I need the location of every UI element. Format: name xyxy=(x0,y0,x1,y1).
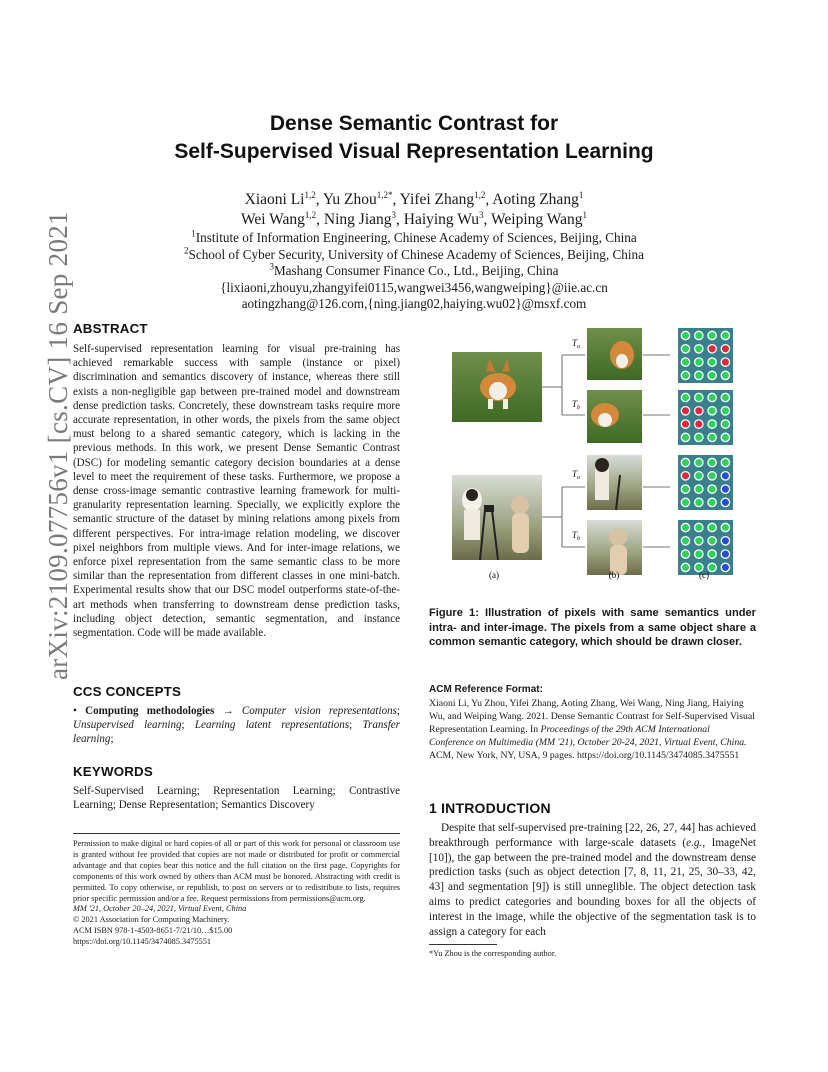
image-a-dog-cat xyxy=(452,475,542,560)
author-line-1: Xiaoni Li$^{1,2}$, Yu Zhou$^{1,2*}$, Yifei Zhang$^{1,2}$, Aoting Zhang$^1$ xyxy=(244,189,584,208)
pixel-dot xyxy=(708,345,716,353)
pixel-dot xyxy=(695,358,703,366)
pixel-dot xyxy=(721,523,729,531)
label-a: (a) xyxy=(489,570,499,580)
label-c: (c) xyxy=(699,570,709,580)
pixel-dot xyxy=(695,345,703,353)
abstract-section xyxy=(73,320,400,640)
pixel-dot xyxy=(708,563,716,571)
pixel-dot xyxy=(721,563,729,571)
transform-label-4: $T_b$ xyxy=(572,530,581,542)
pixel-dot xyxy=(721,358,729,366)
footnote-text: *Yu Zhou is the corresponding author. xyxy=(429,949,557,958)
transform-label-3: $T_a$ xyxy=(572,469,581,481)
pixel-dot xyxy=(708,393,716,401)
acm-reference-text: Xiaoni Li, Yu Zhou, Yifei Zhang, Aoting Zhang, Wei Wang, Ning Jiang, Haiying Wu, and Weiping Wang. 2021. Dense Semantic Contrast for Self-Supervised Visual Representation Learning. In Proceedings of the 29th ACM International Conference on Multimedia (MM '21), October 20-24, 2021, Virtual Event, China. ACM, New York, NY, USA, 9 pages. https://doi.org/10.1145/3474085.3475551 xyxy=(429,698,755,761)
figure-connectors xyxy=(542,355,670,547)
pixel-dot xyxy=(681,331,689,339)
title-line-2: Self-Supervised Visual Representation Learning xyxy=(174,140,654,163)
pixel-dot xyxy=(721,371,729,379)
pixel-dot xyxy=(721,420,729,428)
pixel-dot xyxy=(708,458,716,466)
pixel-dot xyxy=(721,345,729,353)
pixel-dot xyxy=(681,407,689,415)
pixel-dot xyxy=(721,537,729,545)
pixel-dot xyxy=(695,407,703,415)
affiliation-1: $^1$Institute of Information Engineering, Chinese Academy of Sciences, Beijing, China xyxy=(191,228,637,245)
pixel-dot xyxy=(695,433,703,441)
pixel-dot xyxy=(708,472,716,480)
pixel-dot xyxy=(695,550,703,558)
arxiv-identifier: arXiv:2109.07756v1 [cs.CV] 16 Sep 2021 xyxy=(43,211,73,680)
figure-1-illustration xyxy=(450,325,750,585)
pixel-dot xyxy=(708,358,716,366)
footnote-rule xyxy=(429,944,497,945)
pixel-dot xyxy=(681,358,689,366)
doi-line: https://doi.org/10.1145/3474085.3475551 xyxy=(73,937,212,947)
pixel-dot xyxy=(695,393,703,401)
pixel-dot xyxy=(708,407,716,415)
introduction-text: Despite that self-supervised pre-training [22, 26, 27, 44] has achieved breakthrough performance with large-scale datasets (e.g., ImageNet [10]), the gap between the pre-trained model and the downstream dense prediction tasks (such as object detection [7, 8, 11, 21, 25, 30–33, 42, 43] and segmentation [9]) is still unneglible. The object detection task aims to predict categories and bounding boxes for all the objects of interest in the image, while the objective of the segmentation task is to assign a category for each xyxy=(429,822,757,938)
pixel-dot xyxy=(681,523,689,531)
paper-title xyxy=(0,110,828,166)
copyright-line: © 2021 Association for Computing Machinery. xyxy=(73,915,230,925)
pixel-dot xyxy=(681,345,689,353)
author-block xyxy=(0,190,828,313)
keywords-text: Self-Supervised Learning; Representation Learning; Contrastive Learning; Dense Representation; Semantics Discovery xyxy=(73,785,400,812)
title-line-1: Dense Semantic Contrast for xyxy=(269,112,559,135)
pixel-dot xyxy=(695,420,703,428)
pixel-dot xyxy=(721,331,729,339)
image-b-view-2 xyxy=(587,390,642,443)
pixel-dot xyxy=(708,523,716,531)
image-a-corgi xyxy=(452,352,542,422)
pixel-dot xyxy=(721,485,729,493)
venue-line: MM '21, October 20–24, 2021, Virtual Event, China xyxy=(73,904,247,914)
pixel-dot xyxy=(708,331,716,339)
pixel-dot xyxy=(721,472,729,480)
isbn-line: ACM ISBN 978-1-4503-8651-7/21/10…$15.00 xyxy=(73,926,233,936)
pixel-dot xyxy=(721,458,729,466)
affiliation-2: $^2$School of Cyber Security, University of Chinese Academy of Sciences, Beijing, China xyxy=(184,245,644,262)
pixel-dot xyxy=(681,458,689,466)
pixel-dot xyxy=(708,550,716,558)
pixel-dot xyxy=(695,331,703,339)
ccs-section xyxy=(73,683,400,747)
pixel-dot xyxy=(708,420,716,428)
figure-1 xyxy=(450,325,750,585)
introduction-section xyxy=(429,799,756,939)
pixel-dot xyxy=(708,485,716,493)
figure-caption: Figure 1: Illustration of pixels with same semantics under intra- and inter-image. The pixels from a same object share a common semantic category, which should be drawn closer. xyxy=(429,607,756,649)
pixel-dot xyxy=(721,550,729,558)
pixel-dot xyxy=(681,433,689,441)
pixel-dot xyxy=(708,537,716,545)
ccs-heading: CCS CONCEPTS xyxy=(73,684,182,699)
author-line-2: Wei Wang$^{1,2}$, Ning Jiang$^3$, Haiying Wu$^3$, Weiping Wang$^1$ xyxy=(240,209,588,228)
pixel-dot xyxy=(695,485,703,493)
image-b-view-4 xyxy=(587,520,642,575)
ccs-text: • Computing methodologies → Computer vision representations; Unsupervised learning; Learning latent representations; Transfer learning; xyxy=(73,705,400,746)
pixel-dot xyxy=(681,498,689,506)
pixel-dot xyxy=(681,485,689,493)
image-b-view-3 xyxy=(587,455,642,510)
pixel-dot xyxy=(708,433,716,441)
pixel-dot xyxy=(695,371,703,379)
pixel-dot xyxy=(695,472,703,480)
permission-notice xyxy=(73,833,400,948)
image-b-view-1 xyxy=(587,328,642,380)
pixel-dot xyxy=(721,433,729,441)
pixel-dot xyxy=(695,537,703,545)
pixel-dot xyxy=(721,498,729,506)
pixel-dot xyxy=(721,393,729,401)
pixel-dot xyxy=(681,472,689,480)
pixel-dot xyxy=(721,407,729,415)
pixel-dot xyxy=(681,371,689,379)
arxiv-sidebar xyxy=(20,211,73,680)
email-line-2: aotingzhang@126.com,{ning.jiang02,haiying.wu02}@msxf.com xyxy=(241,296,587,311)
email-line-1: {lixiaoni,zhouyu,zhangyifei0115,wangwei3456,wangweiping}@iie.ac.cn xyxy=(220,279,608,295)
transform-label-1: $T_a$ xyxy=(572,338,581,350)
pixel-dot xyxy=(695,458,703,466)
label-b: (b) xyxy=(608,570,620,580)
pixel-dot xyxy=(695,523,703,531)
keywords-heading: KEYWORDS xyxy=(73,764,153,779)
permission-text: Permission to make digital or hard copies of all or part of this work for personal or classroom use is granted without fee provided that copies are not made or distributed for profit or commercial advantage and that copies bear this notice and the full citation on the first page. Copyrights for components of this work owned by others than ACM must be honored. Abstracting with credit is permitted. To copy otherwise, or republish, to post on servers or to redistribute to lists, requires prior specific permission and/or a fee. Request permissions from permissions@acm.org. xyxy=(73,839,400,903)
transform-label-2: $T_b$ xyxy=(572,399,581,411)
affiliation-3: $^3$Mashang Consumer Finance Co., Ltd., Beijing, China xyxy=(269,261,559,278)
pixel-dot xyxy=(708,371,716,379)
pixel-dot xyxy=(695,498,703,506)
acm-reference-format xyxy=(429,683,756,762)
footnote xyxy=(429,944,756,959)
pixel-dot xyxy=(681,550,689,558)
abstract-text: Self-supervised representation learning for visual pre-training has achieved remarkable success with sample (instance or pixel) discrimination and semantics discovery of instance, whereas there still exists a non-negligible gap between pre-trained model and downstream dense prediction tasks. Concretely, these downstream tasks require more accurate representation, in other words, the pixels from the same object must belong to a shared semantic category, which is lacking in the previous methods. In this work, we present Dense Semantic Contrast (DSC) for modeling semantic category decision boundaries at a dense level to meet the requirement of these tasks. Furthermore, we propose a dense cross-image semantic contrastive learning framework for multi-granularity representation learning. Specially, we explicitly explore the semantic structure of the dataset by mining relations among pixels from different perspectives. For intra-image relation modeling, we discover pixel neighbors from multiple views. And for inter-image relations, we enforce pixel representation from the same semantic class to be more similar than the representation from different classes in one mini-batch. Experimental results show that our DSC model outperforms state-of-the-art methods when transferring to downstream dense prediction tasks, including object detection, semantic segmentation, and instance segmentation. Code will be made available. xyxy=(73,343,400,640)
keywords-section xyxy=(73,763,400,812)
pixel-grids xyxy=(678,328,733,575)
abstract-heading: ABSTRACT xyxy=(73,321,148,336)
pixel-dot xyxy=(681,420,689,428)
pixel-dot xyxy=(681,537,689,545)
pixel-dot xyxy=(681,563,689,571)
introduction-heading: 1 INTRODUCTION xyxy=(429,800,551,816)
acm-reference-heading: ACM Reference Format: xyxy=(429,684,543,695)
pixel-dot xyxy=(708,498,716,506)
pixel-dot xyxy=(681,393,689,401)
